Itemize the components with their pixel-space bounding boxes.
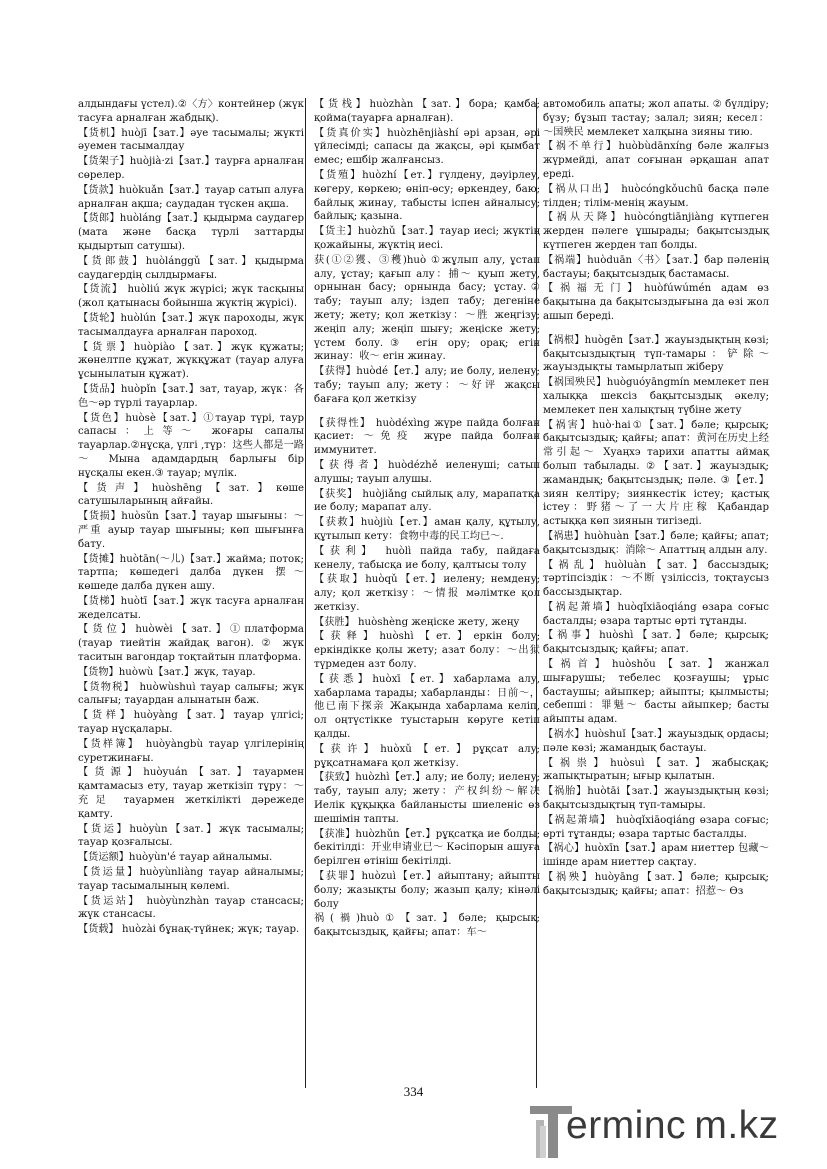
dictionary-entry: 【货款】huòkuǎn【зат.】тауар сатып алуға арналған ақша; саудадан түскен ақша. [78,184,304,210]
dictionary-entry: 【货样】huòyàng【зат.】тауар үлгісі; тауар нұсқалары. [78,710,304,736]
dictionary-entry: 【货运额】huòyùn'é тауар айналымы. [78,852,273,864]
dictionary-entry: 【货主】huòzhǔ【зат.】тауар иесі; жүктің қожайыны, жүктің иесі. [314,226,540,251]
dictionary-entry: 【获得者】huòdézhě иеленуші; сатып алушы; тауып алушы. [314,459,540,485]
dictionary-entry: алдындағы үстел).②〈方〉контейнер (жүк тасуға арналған жабдық). [78,99,304,124]
dictionary-entry: 【祸乱】huòluàn【зат.】бассыздық; тәртіпсіздік：～不断 үзіліссіз, тоқтаусыз бассыздықтар. [543,559,769,599]
dictionary-entry: 【获致】huòzhì【ет.】алу; ие болу; иелену; табу, тауып алу; жету：产权纠纷～解决 Иелік құқықка байланысты шиеленіс өз шешімін тапты. [314,772,540,825]
dictionary-entry: 【祸心】huòxīn【зат.】арам ниеттер 包藏～ ішінде арам ниеттер сақтау. [543,843,769,869]
dictionary-entry: 【祸事】huòshì【зат.】бәле; қырсық; бақытсыздық; қайғы; апат. [543,630,769,656]
column-2 [314,98,540,941]
dictionary-entry: 【祸国殃民】huòguóyāngmín мемлекет пен халыққа шексіз бақытсыздық әкелу; мемлекет пен халықтың түбіне жету [543,377,769,416]
dictionary-entry: 【货源】huòyuán【зат.】тауармен қамтамасыз ету, тауар жеткізіп тұру：～充足 тауармен жеткілікті дәрежеде қамту. [78,767,304,820]
page-number: 334 [403,1084,424,1099]
dictionary-entry: 【获罪】huòzuì【ет.】айыптану; айыпты болу; жазықты болу; жазып қалу; кінәлі болу [314,871,540,910]
dictionary-entry: 【货运站】 huòyùnzhàn тауар стансасы; жүк стансасы. [78,895,304,921]
dictionary-entry: 【祸殃】huòyāng【зат.】бәле; қырсық; бақытсыздық; қайғы; апат：招惹～ Өз [543,872,769,897]
dictionary-entry: 【获取】huòqǔ【ет.】иелену; немдену; алу; қол жеткізу：～情报 мәлімтке қол жеткізу. [314,574,540,613]
dictionary-entry: 【货损】huòsǔn【зат.】тауар шығыны：～严重 ауыр тауар шығыны; көп шығынға бату. [78,511,304,550]
dictionary-entry: 【祸端】huòduān〈书〉【зат.】бар пәленің бастауы; бақытсыздық бастамасы. [543,254,769,280]
dictionary-entry: 【货声】huòshēng【зат.】көше сатушыларының айғайы. [78,482,304,508]
dictionary-entry: 【获奖】 huòjiǎng сыйлық алу, марапатқа ие болу; марапат алу. [314,488,540,514]
column-1 [78,98,304,938]
dictionary-entry: 【货郎鼓】huòlánggǔ【зат.】қыдырма саудагердің сылдырмағы. [78,255,304,281]
dictionary-entry: 【获得】huòdé【ет.】алу; ие болу, иелену; табу; тауып алу; жету：～好评 жақсы бағаға қол жеткізу [314,366,540,405]
dictionary-entry: 【货殖】huòzhí【ет.】гүлдену, дәуірлеу, көгеру, көркею; өніп-өсу; өркендеу, баю; байлық жинау, табысты іспен айналысу; байлық; қазына. [314,169,540,223]
column-divider [305,98,306,1088]
dictionary-entry: 【货样簿】 huòyàngbù тауар үлгілерінің суретжинағы. [78,738,304,764]
dictionary-entry: 【祸起萧墙】 huòqǐxiāoqiáng өзара соғыс; өрті тұтанды; өзара тартыс басталды. [543,814,769,840]
dictionary-entry: 【货摊】huòtān(～儿)【зат.】жайма; поток; тартпа; көшедегі далба дүкен 摆～ көшеде далба дүкен ашу. [78,553,304,593]
dictionary-entry: 【祸祟】huòsuì【зат.】жабысқақ; жапықтыратын; ығыр қылатын. [543,757,769,783]
dictionary-entry: 【货架子】huòjià·zi【зат.】таурға арналған сөрелер. [78,156,304,181]
dictionary-entry: 【获悉】huòxī【ет.】хабарлама алу, хабарлама тарады; хабарланды：日前～，他已南下探亲 Жақында хабарлама келіп, ол оңтүстікке туыстарын көруге кетіп қалды. [314,673,540,741]
dictionary-entry: 【祸起萧墙】huòqǐxiāoqiáng өзара соғыс басталды; өзара тартыс өрті тұтанды. [543,601,769,627]
dictionary-entry: 【获释】huòshì【ет.】еркін болу; еркіндікке қолы жету; азат болу：～出狱 түрмеден азт болу. [314,631,540,671]
dictionary-entry: 【祸不单行】huòbùdānxíng бәле жалғыз жүрмейді, апат соғынан әрқашан апат ереді. [543,141,769,180]
dictionary-entry: 【货品】huòpǐn【зат.】зат, тауар, жүк：各色～әр түрлі тауарлар. [78,383,304,409]
dictionary-entry: 祸(禍)huò①【зат.】бәле; қырсық; бақытсыздық, қайғы; апат：车～ [314,913,540,939]
dictionary-entry: 【祸从口出】 huòcóngkǒuchū басқа пәле тілден; тілім-менің жауым. [543,183,769,209]
dictionary-entry: 【货运量】huòyùnliàng тауар айналымы; тауар тасымалының көлемі. [78,867,304,892]
dictionary-entry: 【货位】huòwèi【зат.】①платформа (тауар тиейтін жайдақ вагон). ② жүк таситын вагондар тоқтайтын платформа. [78,624,304,664]
dictionary-entry: 【货运】huòyùn【зат.】жүк тасымалы; тауар қозғалысы. [78,823,304,849]
dictionary-entry: 【祸根】huògēn【зат.】жауыздықтың көзі; бақытсыздықтың түп-тамары：铲除～жауыздықты тамырлатып жіберу [543,334,769,374]
dictionary-entry: 【获救】huòjiù【ет.】аман қалу, құтылу, құтылып кету：食物中毒的民工均已～. [314,517,540,542]
dictionary-entry: 【祸水】huòshuǐ【зат.】жауыздық ордасы; пәле көзі; жамандық бастауы. [543,729,769,754]
dictionary-entry: 【祸福无门】huòfúwúmén адам өз бақытына да бақытсыздығына да өзі жол ашып береді. [543,283,769,322]
dictionary-entry: 【祸患】huòhuàn【зат.】бәле; қайғы; апат; бақытсыздық：消除～ Апаттың алдын алу. [543,530,769,556]
dictionary-entry: 【货物】huòwù【зат.】жүк, тауар. [78,666,256,678]
dictionary-entry: 【获得性】 huòdéxìng жүре пайда болған қасиет: ～免疫 жүре пайда болған иммунитет. [314,417,540,457]
dictionary-entry: 【货流】 huòliú жүк жүрісі; жүк тасқыны (жол қатынасы бойынша жүктің жүрісі). [78,284,304,310]
dictionary-entry: 【获许】huòxǔ【ет.】рұқсат алу; рұқсатнамаға қол жеткізу. [314,743,540,769]
dictionary-entry: 获(①②獲、③穫)huò ①жұлып алу, ұстап алу, ұстау; қағып алу：捕～ қуып жету, орнынан басу; орнында басу; ұстау.② табу; тауып алу; іздеп табу; дегеніне жету; жету; қол жеткізу：～胜 жеңгізу; жеңіп алу; жеңіп шығу; жеңіске жету; үстем болу.③ егін ору; орақ; егін жинау：收～ егін жинау. [314,254,540,363]
dictionary-entry: 【货物税】 huòwùshuì тауар салығы; жүк салығы; тауардан алынатын баж. [78,681,304,707]
dictionary-entry: 【获准】huòzhǔn【ет.】рұқсатқа ие болды; бекітілді：开业申请业已～ Кәсіпорын ашуға берілген өтініш бекітілді. [314,828,540,868]
termincom-logo [528,1100,808,1160]
dictionary-entry: 【祸胎】huòtāi【зат.】жауыздықтың көзі; бақытсыздықтың түп-тамыры. [543,786,769,812]
logo-text: erminc m.kz [566,1104,779,1147]
dictionary-entry: 【货机】huòjī【зат.】әуе тасымалы; жүкті әуемен тасымалдау [78,127,304,153]
dictionary-entry: 【获胜】 huòshèng жеңіске жету, жеңу [314,616,520,628]
dictionary-entry: 【货郎】huòláng【зат.】қыдырма саудагер (мата және басқа түрлі заттарды қыдыртып сатушы). [78,213,304,252]
dictionary-entry: 【祸从天降】huòcóngtiānjiàng күтпеген жерден пәлеге ұшырады; бақытсыздық күтпеген жерден тап болды. [543,212,769,251]
dictionary-entry: 【货色】huòsè【зат.】①тауар түрі, таур сапасы：上等～ жоғары сапалы тауарлар.②нұсқа, үлгі ,түр：这些人都是一路～ Мына адамдардың барлығы бір нұсқалы екен.③ тауар; мүлік. [78,412,304,479]
dictionary-entry: 【获利】 huòlì пайда табу, пайдаға кенелу, табысқа ие болу, қалтысы толу [314,545,540,571]
dictionary-entry: 【货真价实】huòzhēnjiàshí әрі арзан, әрі үйлесімді; сапасы да жақсы, әрі қымбат емес; ешбір жалғансыз. [314,127,540,167]
dictionary-entry: 【货梯】huòtī【зат.】жүк тасуға арналған жеделсаты. [78,595,304,621]
column-3 [543,98,769,900]
dictionary-entry: 【祸害】huò·hai①【зат.】бәле; қырсық; бақытсыздық; қайғы; апат：黄河在历史上经常引起～ Хуаңхэ тарихи апатты аймақ болып табылады. ②【зат.】жауыздық; жамандық; бақытсыздық; пәле. ③【ет.】зиян келтіру; зиянкестік істеу; қастық істеу：野猪～了一大片庄稼 Қабандар астыққа көп зиянын тигізеді. [543,419,769,528]
dictionary-entry: 【祸首】huòshǒu【зат.】жанжал шығарушы; тебелес қозғаушы; ұрыс бастаушы; айыпкер; айыпты; қылмысты; себепші：罪魁～ басты айыпкер; басты айыпты адам. [543,659,769,726]
dictionary-entry: 【货票】huòpiào【зат.】жүк құжаты; жөнелтпе құжат, жүкқұжат (тауар алуға ұсынылатын құжат). [78,341,304,381]
dictionary-entry: 【货轮】huòlún【зат.】жүк пароходы, жүк тасымалдауға арналған пароход. [78,312,304,338]
dictionary-entry: 【货载】 huòzài бұнақ-түйнек; жүк; тауар. [78,924,300,936]
dictionary-entry: автомобиль апаты; жол апаты. ② бүлдіру; бүзу; бұзып тастау; залал; зиян; кесел：～国殃民 мемлекет халқына зияны тию. [543,99,769,138]
column-divider [536,98,537,1088]
dictionary-entry: 【货栈】huòzhàn【зат.】бора; қамба; қойма(тауарға арналған). [314,99,540,124]
